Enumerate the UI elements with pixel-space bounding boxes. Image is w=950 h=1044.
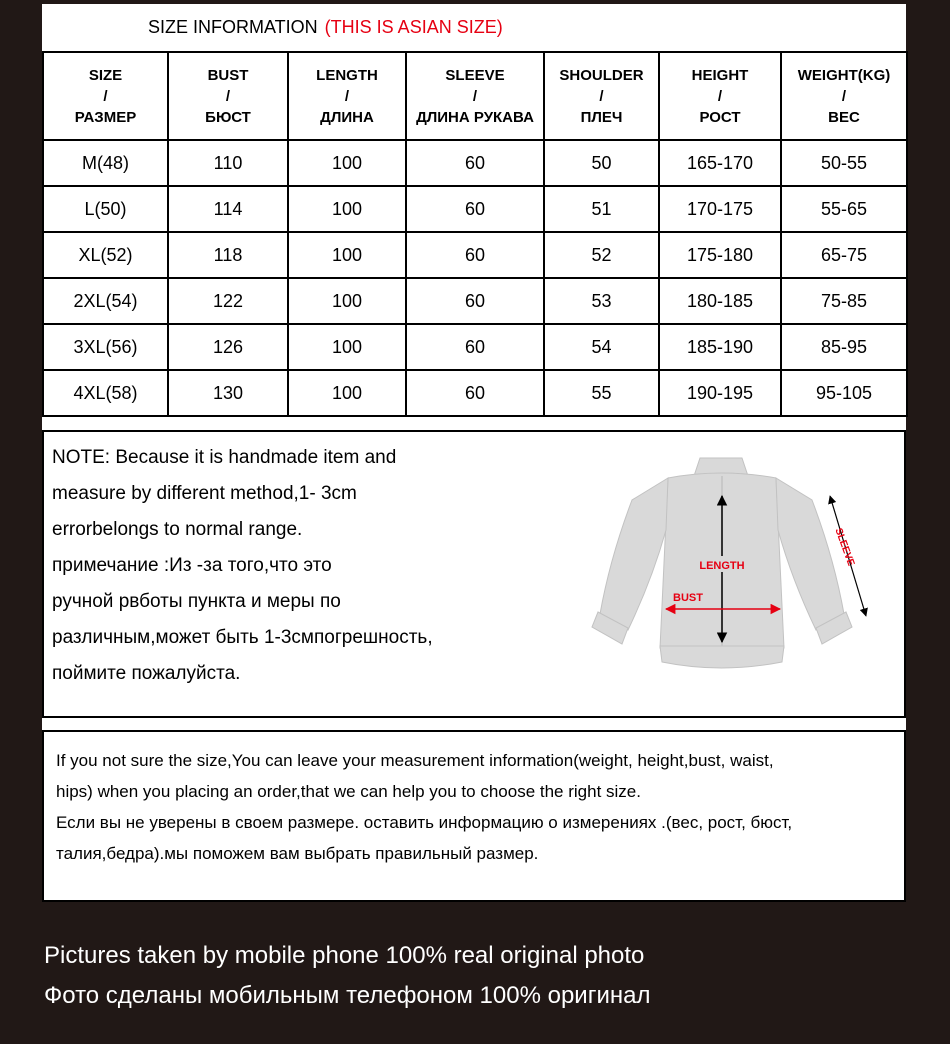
cell-sleeve: 60	[406, 232, 544, 278]
cell-shoulder: 51	[544, 186, 659, 232]
cell-bust: 126	[168, 324, 288, 370]
footer-caption-ru: Фото сделаны мобильным телефоном 100% оригинал	[44, 982, 651, 1009]
cell-height: 190-195	[659, 370, 781, 416]
cell-height: 165-170	[659, 140, 781, 186]
cell-weight: 85-95	[781, 324, 907, 370]
cell-sleeve: 60	[406, 278, 544, 324]
cell-size: XL(52)	[43, 232, 168, 278]
cell-length: 100	[288, 232, 406, 278]
cell-shoulder: 55	[544, 370, 659, 416]
col-header-length: LENGTH / ДЛИНА	[288, 52, 406, 140]
sleeve-label: SLEEVE	[832, 526, 857, 568]
note-text	[52, 440, 512, 692]
content-panel	[42, 4, 906, 900]
cell-size: 4XL(58)	[43, 370, 168, 416]
cell-shoulder: 54	[544, 324, 659, 370]
cell-height: 185-190	[659, 324, 781, 370]
note-line: ручной рвботы пункта и меры по	[52, 591, 341, 612]
cell-sleeve: 60	[406, 324, 544, 370]
table-row	[43, 370, 907, 416]
note-line: errorbelongs to normal range.	[52, 519, 303, 540]
table-row	[43, 186, 907, 232]
cell-sleeve: 60	[406, 140, 544, 186]
cell-weight: 75-85	[781, 278, 907, 324]
size-help-line: талия,бедра).мы поможем вам выбрать правильный размер.	[56, 844, 539, 863]
jacket-diagram	[554, 446, 894, 696]
table-row	[43, 324, 907, 370]
cell-weight: 50-55	[781, 140, 907, 186]
table-row	[43, 140, 907, 186]
cell-size: 3XL(56)	[43, 324, 168, 370]
size-help-line: Если вы не уверены в своем размере. оставить информацию о измерениях .(вес, рост, бюст,	[56, 813, 793, 832]
cell-height: 170-175	[659, 186, 781, 232]
note-line: поймите пожалуйста.	[52, 663, 241, 684]
cell-weight: 55-65	[781, 186, 907, 232]
jacket-svg	[554, 446, 894, 696]
size-help-line: If you not sure the size,You can leave your measurement information(weight, height,bust, waist,	[56, 751, 774, 770]
length-label: LENGTH	[699, 560, 745, 572]
title-main-text: SIZE INFORMATION	[148, 17, 318, 37]
cell-length: 100	[288, 278, 406, 324]
cell-height: 175-180	[659, 232, 781, 278]
table-header-row	[43, 52, 907, 140]
size-info-title	[42, 4, 906, 51]
note-line: measure by different method,1- 3cm	[52, 483, 357, 504]
size-table	[42, 51, 908, 417]
cell-weight: 65-75	[781, 232, 907, 278]
cell-bust: 110	[168, 140, 288, 186]
size-help-box	[42, 730, 906, 902]
title-asian-size-text: (THIS IS ASIAN SIZE)	[324, 17, 503, 37]
cell-shoulder: 52	[544, 232, 659, 278]
table-row	[43, 278, 907, 324]
cell-length: 100	[288, 324, 406, 370]
note-box	[42, 430, 906, 718]
cell-bust: 118	[168, 232, 288, 278]
note-line: различным,может быть 1-3смпогрешность,	[52, 627, 433, 648]
cell-bust: 122	[168, 278, 288, 324]
cell-size: 2XL(54)	[43, 278, 168, 324]
cell-sleeve: 60	[406, 186, 544, 232]
table-row	[43, 232, 907, 278]
cell-height: 180-185	[659, 278, 781, 324]
cell-length: 100	[288, 370, 406, 416]
col-header-size: SIZE / РАЗМЕР	[43, 52, 168, 140]
col-header-shoulder: SHOULDER / ПЛЕЧ	[544, 52, 659, 140]
cell-size: M(48)	[43, 140, 168, 186]
cell-weight: 95-105	[781, 370, 907, 416]
col-header-height: HEIGHT / РОСТ	[659, 52, 781, 140]
col-header-sleeve: SLEEVE / ДЛИНА РУКАВА	[406, 52, 544, 140]
col-header-bust: BUST / БЮСТ	[168, 52, 288, 140]
footer-caption	[44, 936, 650, 1016]
cell-length: 100	[288, 140, 406, 186]
note-line: примечание :Из -за того,что это	[52, 555, 332, 576]
size-help-line: hips) when you placing an order,that we can help you to choose the right size.	[56, 782, 641, 801]
col-header-weight: WEIGHT(KG) / ВЕС	[781, 52, 907, 140]
cell-shoulder: 53	[544, 278, 659, 324]
cell-shoulder: 50	[544, 140, 659, 186]
cell-bust: 130	[168, 370, 288, 416]
cell-sleeve: 60	[406, 370, 544, 416]
cell-size: L(50)	[43, 186, 168, 232]
cell-length: 100	[288, 186, 406, 232]
cell-bust: 114	[168, 186, 288, 232]
note-line: NOTE: Because it is handmade item and	[52, 447, 397, 468]
footer-caption-en: Pictures taken by mobile phone 100% real original photo	[44, 942, 645, 969]
bust-label: BUST	[673, 592, 703, 604]
